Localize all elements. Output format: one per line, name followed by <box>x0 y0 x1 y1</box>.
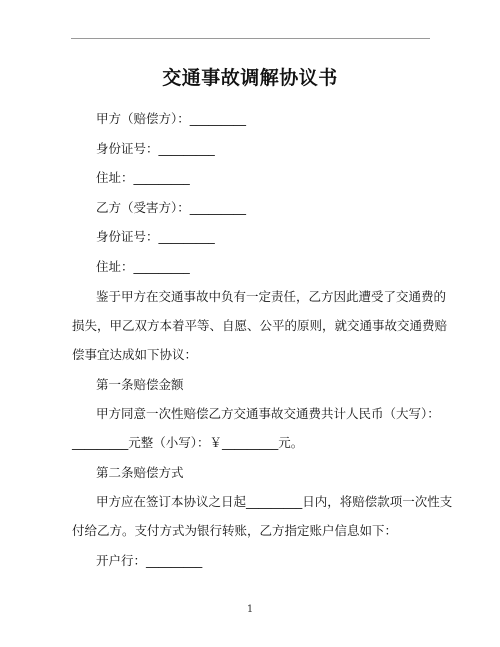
preamble-line-2: 损失，甲乙双方本着平等、自愿、公平的原则，就交通事故交通费赔 <box>72 318 448 333</box>
party-b-line: 乙方（受害方）：_________ <box>96 200 247 215</box>
preamble-line-3: 偿事宜达成如下协议： <box>72 347 198 362</box>
party-b-id-line: 身份证号：_________ <box>96 229 215 244</box>
preamble-line-1: 鉴于甲方在交通事故中负有一定责任，乙方因此遭受了交通费的 <box>96 289 447 304</box>
article-1-line-2: _________元整（小写）：￥_________元。 <box>72 435 304 450</box>
bank-line: 开户行：_________ <box>96 553 203 568</box>
article-2-line-2: 付给乙方。支付方式为银行转账，乙方指定账户信息如下： <box>72 523 398 538</box>
party-b-address-line: 住址：_________ <box>96 259 190 274</box>
party-a-id-line: 身份证号：_________ <box>96 141 215 156</box>
article-1-line-1: 甲方同意一次性赔偿乙方交通事故交通费共计人民币（大写）： <box>96 406 440 421</box>
article-1-heading: 第一条赔偿金额 <box>96 377 184 392</box>
header-rule <box>71 38 430 39</box>
party-a-address-line: 住址：_________ <box>96 170 190 185</box>
document-title: 交通事故调解协议书 <box>162 67 338 89</box>
article-2-heading: 第二条赔偿方式 <box>96 465 184 480</box>
article-2-line-1: 甲方应在签订本协议之日起_________日内，将赔偿款项一次性支 <box>96 494 453 509</box>
party-a-line: 甲方（赔偿方）：_________ <box>96 111 247 126</box>
page-number: 1 <box>246 604 254 615</box>
